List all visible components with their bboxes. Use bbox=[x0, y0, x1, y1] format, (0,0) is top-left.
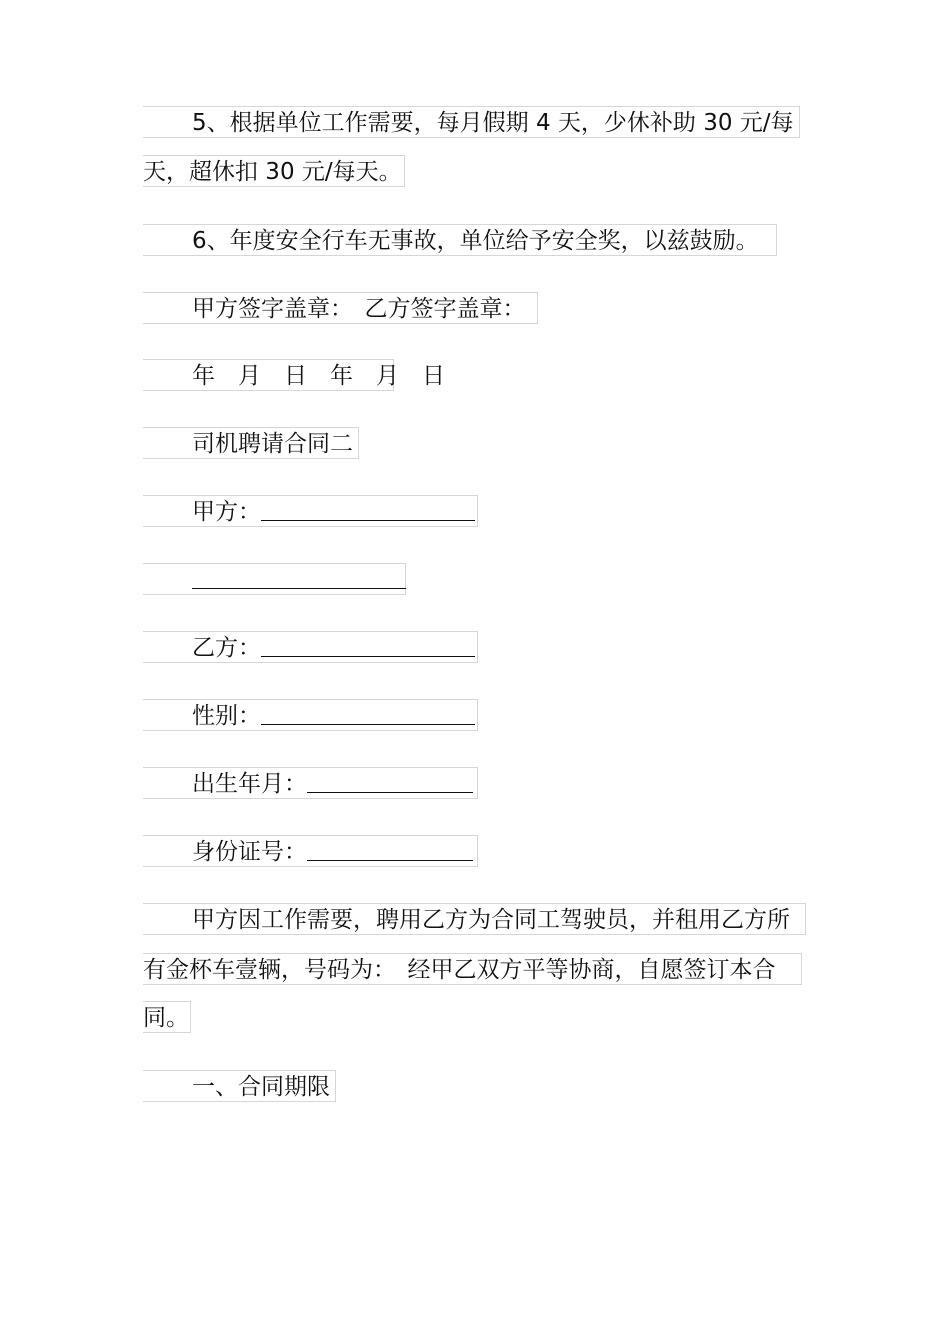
intro-text-3: 同。 bbox=[143, 1005, 189, 1031]
date-line bbox=[143, 359, 445, 391]
party-a-field bbox=[143, 495, 478, 527]
birth-label: 出生年月： bbox=[192, 771, 307, 797]
gender-label: 性别： bbox=[192, 703, 261, 729]
signature-line bbox=[143, 292, 538, 324]
party-b-field bbox=[143, 631, 478, 663]
gender-blank[interactable] bbox=[261, 700, 475, 725]
id-blank[interactable] bbox=[307, 836, 473, 861]
id-field bbox=[143, 835, 478, 867]
party-a-extra-field bbox=[143, 563, 406, 595]
party-b-label: 乙方： bbox=[192, 635, 261, 661]
section-1-text: 一、合同期限 bbox=[192, 1074, 330, 1100]
contract-title-text: 司机聘请合同二 bbox=[192, 431, 353, 457]
intro-line-2 bbox=[143, 953, 802, 985]
signature-text: 甲方签字盖章： 乙方签字盖章： bbox=[192, 296, 526, 322]
clause-5-line-2 bbox=[143, 155, 405, 187]
section-1-heading bbox=[143, 1070, 336, 1102]
intro-text-1: 甲方因工作需要，聘用乙方为合同工驾驶员，并租用乙方所 bbox=[192, 907, 790, 933]
clause-6-text: 6、年度安全行车无事故，单位给予安全奖，以兹鼓励。 bbox=[192, 228, 759, 254]
id-label: 身份证号： bbox=[192, 839, 307, 865]
party-a-label: 甲方： bbox=[192, 499, 261, 525]
birth-field bbox=[143, 767, 478, 799]
intro-line-1 bbox=[143, 903, 806, 935]
clause-6 bbox=[143, 224, 777, 256]
date-text: 年 月 日 年 月 日 bbox=[192, 363, 445, 389]
party-a-blank[interactable] bbox=[261, 496, 475, 521]
birth-blank[interactable] bbox=[307, 768, 473, 793]
contract-2-title bbox=[143, 427, 359, 459]
clause-5-text-1: 5、根据单位工作需要，每月假期 4 天，少休补助 30 元/每 bbox=[192, 110, 794, 136]
clause-5-line-1 bbox=[143, 106, 800, 138]
clause-5-text-2: 天，超休扣 30 元/每天。 bbox=[143, 159, 402, 185]
party-b-blank[interactable] bbox=[261, 632, 475, 657]
party-a-extra-blank[interactable] bbox=[192, 564, 406, 589]
intro-text-2: 有金杯车壹辆，号码为： 经甲乙双方平等协商，自愿签订本合 bbox=[143, 957, 776, 983]
intro-line-3 bbox=[143, 1001, 191, 1033]
gender-field bbox=[143, 699, 478, 731]
